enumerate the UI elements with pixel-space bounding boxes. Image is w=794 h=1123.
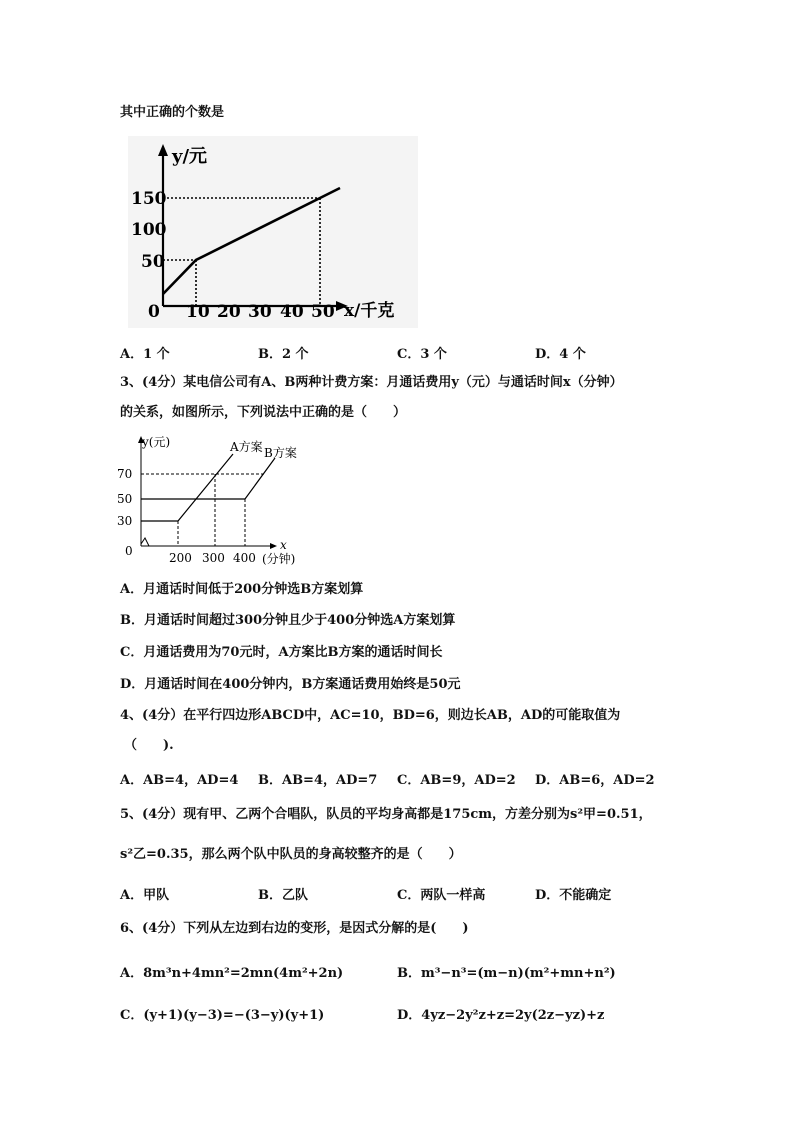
q4-option-b: B．AB=4，AD=7 — [258, 773, 378, 788]
q5-option-b: B．乙队 — [258, 888, 308, 903]
chart2-origin: 0 — [125, 544, 133, 558]
x-axis-label: x/千克 — [344, 301, 395, 321]
q3-option-a: A．月通话时间低于200分钟选B方案划算 — [120, 582, 364, 597]
q3-option-d: D．月通话时间在400分钟内，B方案通话费用始终是50元 — [120, 677, 461, 692]
q3-stem-line2: 的关系，如图所示，下列说法中正确的是（ ） — [120, 405, 407, 420]
q5-option-a: A．甲队 — [120, 888, 170, 903]
q5-option-d: D．不能确定 — [535, 888, 612, 903]
xtick-50: 50 — [311, 302, 335, 322]
q2-option-d: D．4 个 — [535, 347, 586, 362]
ytick-50: 50 — [141, 252, 165, 272]
chart2-xtick-200: 200 — [169, 551, 192, 565]
q4-option-c: C．AB=9，AD=2 — [397, 773, 516, 788]
q4-stem-line1: 4、(4分）在平行四边形ABCD中，AC=10，BD=6，则边长AB，AD的可能取值为 — [120, 708, 621, 723]
q6-stem: 6、(4分）下列从左边到右边的变形，是因式分解的是( ) — [120, 921, 469, 936]
q2-option-a: A．1 个 — [120, 347, 170, 362]
q3-option-b: B．月通话时间超过300分钟且少于400分钟选A方案划算 — [120, 613, 456, 628]
xtick-40: 40 — [280, 302, 304, 322]
chart2-x-unit: (分钟) — [262, 552, 296, 566]
plan-b-label: B方案 — [264, 446, 297, 460]
plan-b-line — [141, 458, 275, 499]
xtick-30: 30 — [248, 302, 272, 322]
q2-option-c: C．3 个 — [397, 347, 447, 362]
q6-option-a: A．8m³n+4mn²=2mn(4m²+2n) — [120, 966, 344, 981]
chart2-ytick-30: 30 — [117, 514, 133, 528]
q5-stem-line1: 5、(4分）现有甲、乙两个合唱队，队员的平均身高都是175cm，方差分别为s²甲=0.51， — [120, 807, 652, 822]
chart2-ytick-50: 50 — [117, 492, 133, 506]
q5-stem-line2: s²乙=0.35，那么两个队中队员的身高较整齐的是（ ） — [120, 847, 462, 862]
intro-text: 其中正确的个数是 — [120, 105, 225, 120]
xtick-20: 20 — [217, 302, 241, 322]
q4-option-a: A．AB=4，AD=4 — [120, 773, 239, 788]
chart2-x-var: x — [280, 538, 287, 552]
q6-option-c: C．(y+1)(y−3)=−(3−y)(y+1) — [120, 1008, 325, 1023]
origin-label: 0 — [148, 302, 160, 322]
ytick-150: 150 — [131, 189, 167, 209]
chart2-xtick-400: 400 — [233, 551, 256, 565]
chart-2 — [112, 432, 312, 572]
plan-a-line — [141, 454, 233, 521]
chart2-y-label: y(元) — [142, 435, 171, 449]
q6-option-b: B．m³−n³=(m−n)(m²+mn+n²) — [397, 966, 616, 981]
xtick-10: 10 — [186, 302, 210, 322]
ytick-100: 100 — [131, 220, 167, 240]
chart-1 — [128, 136, 418, 328]
q4-option-d: D．AB=6，AD=2 — [535, 773, 655, 788]
q3-option-c: C．月通话费用为70元时，A方案比B方案的通话时间长 — [120, 645, 443, 660]
q3-stem-line1: 3、(4分）某电信公司有A、B两种计费方案：月通话费用y（元）与通话时间x（分钟） — [120, 375, 623, 390]
q2-option-b: B．2 个 — [258, 347, 309, 362]
plan-a-label: A方案 — [230, 440, 263, 454]
q6-option-d: D．4yz−2y²z+z=2y(2z−yz)+z — [397, 1008, 605, 1023]
y-axis-label: y/元 — [172, 146, 208, 167]
q5-option-c: C．两队一样高 — [397, 888, 486, 903]
chart2-ytick-70: 70 — [117, 467, 133, 481]
chart2-xtick-300: 300 — [202, 551, 225, 565]
q4-stem-line2: （ ). — [124, 738, 174, 753]
